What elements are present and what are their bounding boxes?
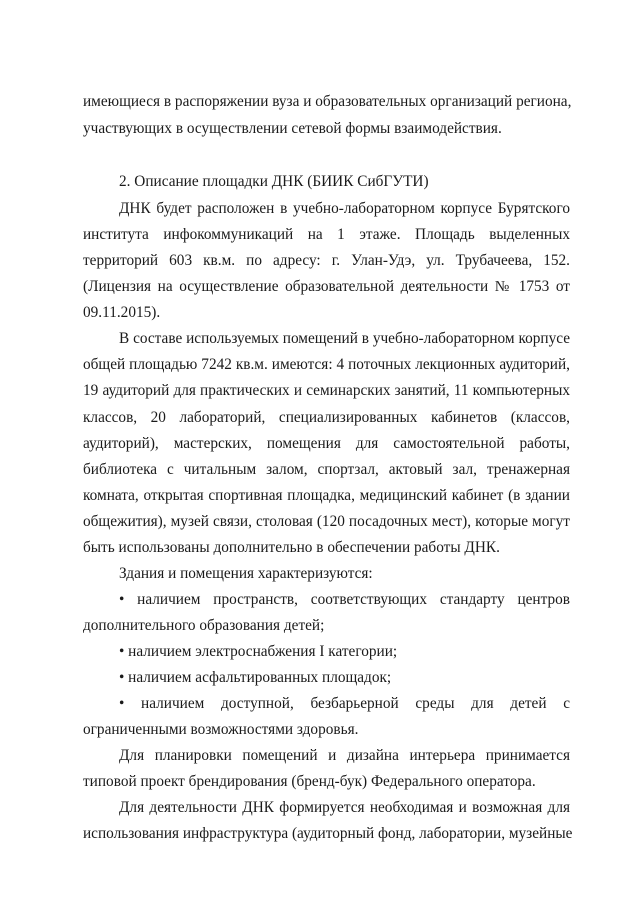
text-line: быть использованы дополнительно в обеспечении работы ДНК. — [83, 539, 500, 556]
text-line: участвующих в осуществлении сетевой формы взаимодействия. — [83, 120, 502, 137]
text-line: Для деятельности ДНК формируется необходимая и возможная для — [119, 799, 570, 816]
text-line: общежития), музей связи, столовая (120 посадочных мест), которые могут — [83, 513, 570, 530]
text-line: 19 аудиторий для практических и семинарских занятий, 11 компьютерных — [83, 382, 570, 399]
section-heading: 2. Описание площадки ДНК (БИИК СибГУТИ) — [119, 173, 429, 190]
text-line: ДНК будет расположен в учебно-лабораторном корпусе Бурятского — [119, 200, 570, 217]
text-line: типовой проект брендирования (бренд-бук) Федерального оператора. — [83, 773, 536, 790]
text-line: комната, открытая спортивная площадка, медицинский кабинет (в здании — [83, 487, 570, 504]
text-line: института инфокоммуникаций на 1 этаже. Площадь выделенных — [83, 226, 570, 243]
list-item-continuation: ограниченными возможностями здоровья. — [83, 721, 359, 738]
list-item: • наличием асфальтированных площадок; — [119, 669, 392, 686]
text-line: В составе используемых помещений в учебно-лабораторном корпусе — [119, 330, 570, 347]
list-item-continuation: дополнительного образования детей; — [83, 617, 325, 634]
text-line: аудиторий), мастерских, помещения для самостоятельной работы, — [83, 435, 570, 452]
text-line: (Лицензия на осуществление образовательной деятельности № 1753 от — [83, 278, 570, 295]
text-line: классов, 20 лабораторий, специализированных кабинетов (классов, — [83, 409, 570, 426]
text-line: Для планировки помещений и дизайна интерьера принимается — [119, 747, 570, 764]
text-line: 09.11.2015). — [83, 304, 161, 321]
list-item: • наличием доступной, безбарьерной среды для детей с — [119, 695, 570, 712]
list-item: • наличием пространств, соответствующих стандарту центров — [119, 591, 570, 608]
list-item: • наличием электроснабжения I категории; — [119, 643, 398, 660]
text-line: библиотека с читальным залом, спортзал, актовый зал, тренажерная — [83, 461, 570, 478]
text-line: использования инфраструктура (аудиторный фонд, лаборатории, музейные — [83, 825, 573, 842]
text-line: территорий 603 кв.м. по адресу: г. Улан-Удэ, ул. Трубачеева, 152. — [83, 252, 570, 269]
text-line: общей площадью 7242 кв.м. имеются: 4 поточных лекционных аудиторий, — [83, 356, 570, 373]
text-line: имеющиеся в распоряжении вуза и образовательных организаций региона, — [83, 93, 572, 110]
text-line: Здания и помещения характеризуются: — [119, 565, 373, 582]
